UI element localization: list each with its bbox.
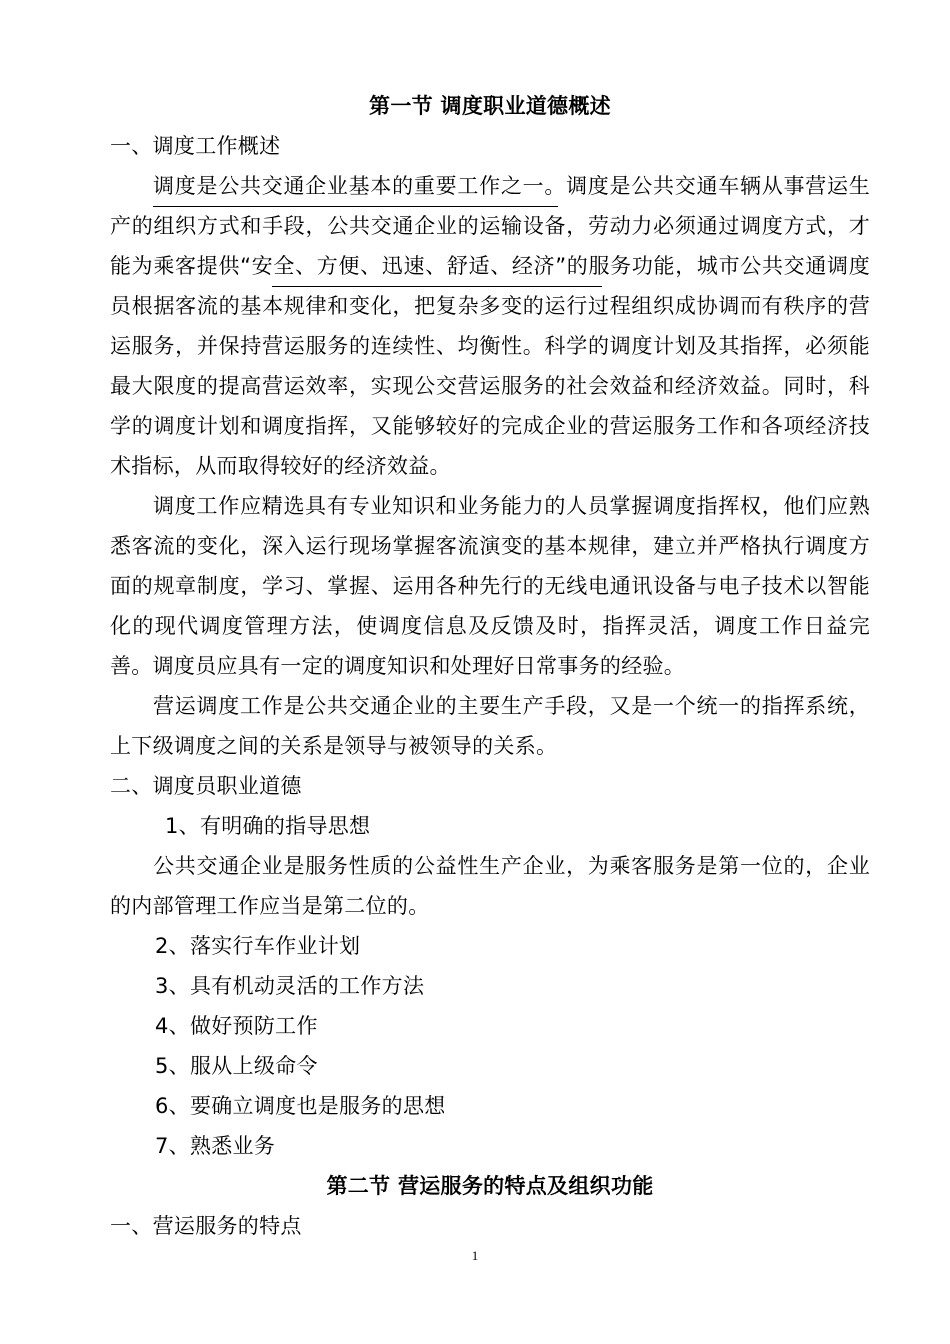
paragraph-dispatch-importance: 调度是公共交通企业基本的重要工作之一。调度是公共交通车辆从事营运生产的组织方式和手段，公共交通企业的运输设备，劳动力必须通过调度方式，才能为乘客提供“安全、方便、迅速、舒适、经济”的服务功能，城市公共交通调度员根据客流的基本规律和变化，把复杂多变的运行过程组织成协调而有秩序的营运服务，并保持营运服务的连续性、均衡性。科学的调度计划及其指挥，必须能最大限度的提高营运效率，实现公交营运服务的社会效益和经济效益。同时，科学的调度计划和调度指挥，又能够较好的完成企业的营运服务工作和各项经济技术指标，从而取得较好的经济效益。 [110, 174, 870, 478]
list-item: 4、做好预防工作 [155, 1014, 318, 1038]
list-item: 5、服从上级命令 [155, 1054, 318, 1078]
underline-mark [153, 206, 558, 207]
section-1-title: 第一节 调度职业道德概述 [369, 94, 611, 118]
list-item: 7、熟悉业务 [155, 1134, 276, 1158]
heading-dispatcher-ethics: 二、调度员职业道德 [110, 774, 302, 798]
section-2-title: 第二节 营运服务的特点及组织功能 [326, 1174, 654, 1198]
page-content [110, 86, 870, 1246]
paragraph-command-system: 营运调度工作是公共交通企业的主要生产手段，又是一个统一的指挥系统，上下级调度之间的关系是领导与被领导的关系。 [110, 694, 870, 758]
page-number: 1 [471, 1248, 479, 1263]
list-item-guiding-ideology: 1、有明确的指导思想 [165, 814, 371, 838]
paragraph-service-priority: 公共交通企业是服务性质的公益性生产企业，为乘客服务是第一位的，企业的内部管理工作应当是第二位的。 [110, 854, 870, 918]
underline-mark [272, 286, 602, 287]
list-item: 6、要确立调度也是服务的思想 [155, 1094, 446, 1118]
list-item: 2、落实行车作业计划 [155, 934, 361, 958]
heading-overview: 一、调度工作概述 [110, 134, 281, 158]
heading-service-features: 一、营运服务的特点 [110, 1214, 302, 1238]
list-item: 3、具有机动灵活的工作方法 [155, 974, 425, 998]
paragraph-dispatch-staff: 调度工作应精选具有专业知识和业务能力的人员掌握调度指挥权，他们应熟悉客流的变化，深入运行现场掌握客流演变的基本规律，建立并严格执行调度方面的规章制度，学习、掌握、运用各种先行的无线电通讯设备与电子技术以智能化的现代调度管理方法，使调度信息及反馈及时，指挥灵活，调度工作日益完善。调度员应具有一定的调度知识和处理好日常事务的经验。 [110, 494, 870, 678]
